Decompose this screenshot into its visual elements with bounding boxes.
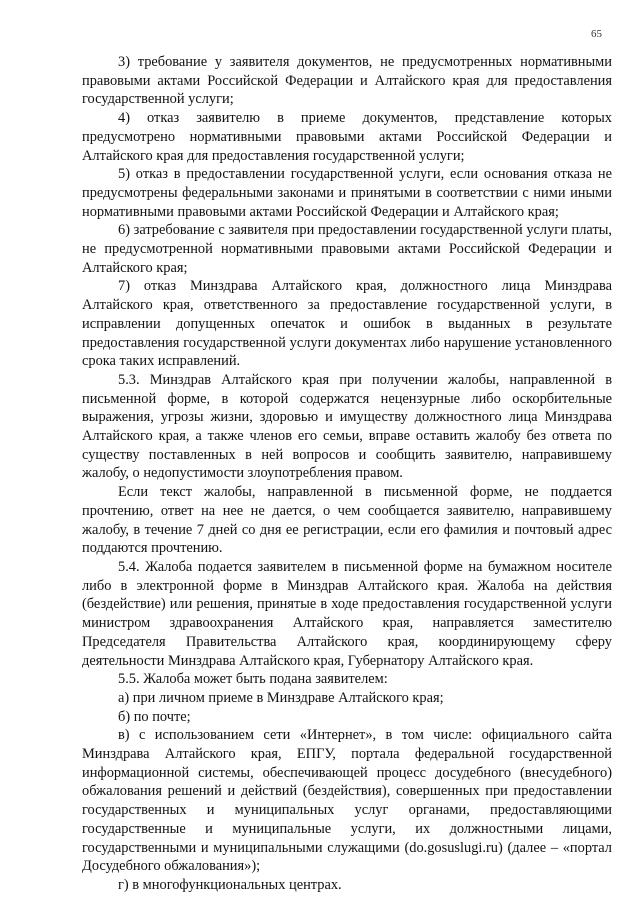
item-v-paragraph: в) с использованием сети «Интернет», в том числе: официального сайта Минздрава Алтайского края, ЕПГУ, портала федеральной государственной информационной системы, обеспечивающей процесс досудебного (внесудебного) обжалования решений и действий (бездействия), совершенных при предоставлении государственных и муниципальных услуг органами, предоставляющими государственные и муниципальные услуги, их должностными лицами, государственными и муниципальными служащими (do.gosuslugi.ru) (далее – «портал Досудебного обжалования»); — [82, 727, 612, 875]
item-3-paragraph: 3) требование у заявителя документов, не предусмотренных нормативными правовыми актами Российской Федерации и Алтайского края для предоставления государственной услуги; — [82, 54, 612, 108]
item-b-paragraph: б) по почте; — [118, 708, 191, 725]
item-5-paragraph: 5) отказ в предоставлении государственной услуги, если основания отказа не предусмотрены федеральными законами и принятыми в соответствии с ними иными нормативными правовыми актами Российской Федерации и Алтайского края; — [82, 166, 612, 220]
item-6-paragraph: 6) затребование с заявителя при предоставлении государственной услуги платы, не предусмотренной нормативными правовыми актами Российской Федерации и Алтайского края; — [82, 222, 612, 276]
page-number: 65 — [591, 28, 602, 40]
item-4-paragraph: 4) отказ заявителю в приеме документов, представление которых предусмотрено нормативными правовыми актами Российской Федерации и Алтайского края для предоставления государственной услуги; — [82, 110, 612, 164]
item-a-paragraph: а) при личном приеме в Минздраве Алтайского края; — [118, 689, 444, 706]
unreadable-complaint-paragraph: Если текст жалобы, направленной в письменной форме, не поддается прочтению, ответ на нее не дается, о чем сообщается заявителю, направившему жалобу, в течение 7 дней со дня ее регистрации, если его фамилия и почтовый адрес поддаются прочтению. — [82, 484, 612, 557]
item-7-paragraph: 7) отказ Минздрава Алтайского края, должностного лица Минздрава Алтайского края, ответственного за предоставление государственной услуги, в исправлении допущенных опечаток и ошибок в выданных в результате предоставления государственной услуги документах либо нарушение установленного срока таких исправлений. — [82, 278, 612, 370]
section-5-3-paragraph: 5.3. Минздрав Алтайского края при получении жалобы, направленной в письменной форме, в которой содержатся нецензурные либо оскорбительные выражения, угрозы жизни, здоровью и имуществу должностного лица Минздрава Алтайского края, а также членов его семьи, вправе оставить жалобу без ответа по существу поставленных в ней вопросов и сообщить заявителю, направившему жалобу, о недопустимости злоупотребления правом. — [82, 371, 612, 482]
document-body — [82, 53, 612, 895]
section-5-4-paragraph: 5.4. Жалоба подается заявителем в письменной форме на бумажном носителе либо в электронной форме в Минздрав Алтайского края. Жалоба на действия (бездействие) или решения, принятые в ходе предоставления государственной услуги министром здравоохранения Алтайского края, направляется заместителю Председателя Правительства Алтайского края, координирующему сферу деятельности Минздрава Алтайского края, Губернатору Алтайского края. — [82, 558, 612, 669]
item-g-paragraph: г) в многофункциональных центрах. — [118, 876, 342, 893]
section-5-5-paragraph: 5.5. Жалоба может быть подана заявителем: — [118, 671, 388, 688]
